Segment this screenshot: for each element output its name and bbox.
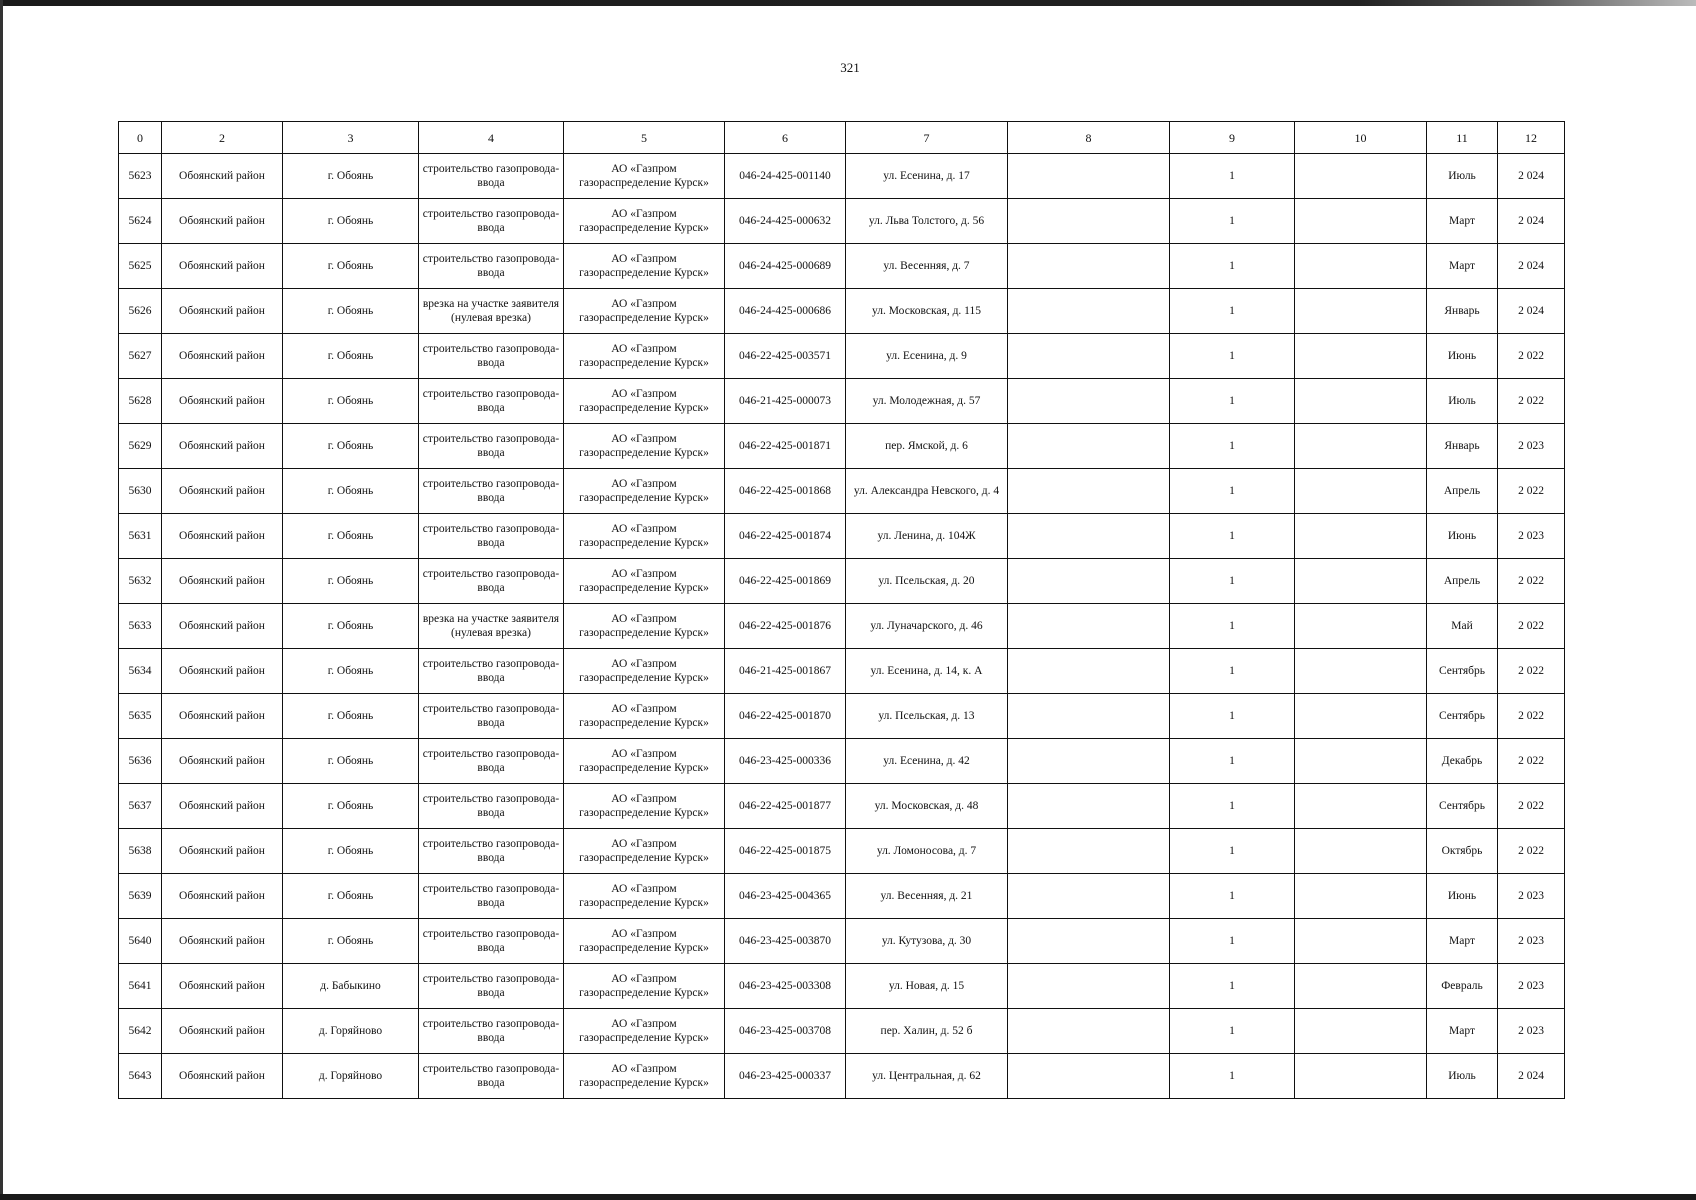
month-cell: Сентябрь xyxy=(1427,784,1498,829)
row-number-cell: 5626 xyxy=(119,289,162,334)
column-header: 4 xyxy=(419,122,564,154)
organization-cell: АО «Газпром газораспределение Курск» xyxy=(564,964,725,1009)
column-10-cell xyxy=(1295,829,1427,874)
table-row xyxy=(119,379,1565,424)
application-code-cell: 046-21-425-001867 xyxy=(725,649,846,694)
address-cell: ул. Есенина, д. 9 xyxy=(846,334,1008,379)
district-cell: Обоянский район xyxy=(162,1009,283,1054)
work-type-cell: строительство газопровода-ввода xyxy=(419,334,564,379)
table-header-row xyxy=(119,122,1565,154)
quantity-cell: 1 xyxy=(1170,244,1295,289)
row-number-cell: 5634 xyxy=(119,649,162,694)
quantity-cell: 1 xyxy=(1170,424,1295,469)
column-10-cell xyxy=(1295,244,1427,289)
table-row xyxy=(119,559,1565,604)
work-type-cell: строительство газопровода-ввода xyxy=(419,964,564,1009)
address-cell: ул. Молодежная, д. 57 xyxy=(846,379,1008,424)
column-8-cell xyxy=(1008,154,1170,199)
table-row xyxy=(119,874,1565,919)
address-cell: ул. Московская, д. 48 xyxy=(846,784,1008,829)
column-8-cell xyxy=(1008,424,1170,469)
month-cell: Март xyxy=(1427,244,1498,289)
district-cell: Обоянский район xyxy=(162,784,283,829)
application-code-cell: 046-22-425-001868 xyxy=(725,469,846,514)
year-cell: 2 022 xyxy=(1498,604,1565,649)
quantity-cell: 1 xyxy=(1170,784,1295,829)
table-row xyxy=(119,784,1565,829)
address-cell: ул. Есенина, д. 17 xyxy=(846,154,1008,199)
year-cell: 2 022 xyxy=(1498,829,1565,874)
organization-cell: АО «Газпром газораспределение Курск» xyxy=(564,1054,725,1099)
organization-cell: АО «Газпром газораспределение Курск» xyxy=(564,469,725,514)
address-cell: ул. Псельская, д. 20 xyxy=(846,559,1008,604)
row-number-cell: 5638 xyxy=(119,829,162,874)
column-10-cell xyxy=(1295,289,1427,334)
column-8-cell xyxy=(1008,829,1170,874)
month-cell: Январь xyxy=(1427,424,1498,469)
table-row xyxy=(119,1054,1565,1099)
settlement-cell: г. Обоянь xyxy=(283,289,419,334)
work-type-cell: строительство газопровода-ввода xyxy=(419,874,564,919)
month-cell: Июнь xyxy=(1427,514,1498,559)
column-10-cell xyxy=(1295,379,1427,424)
organization-cell: АО «Газпром газораспределение Курск» xyxy=(564,694,725,739)
organization-cell: АО «Газпром газораспределение Курск» xyxy=(564,289,725,334)
work-type-cell: строительство газопровода-ввода xyxy=(419,919,564,964)
district-cell: Обоянский район xyxy=(162,694,283,739)
quantity-cell: 1 xyxy=(1170,469,1295,514)
column-header: 10 xyxy=(1295,122,1427,154)
address-cell: ул. Луначарского, д. 46 xyxy=(846,604,1008,649)
row-number-cell: 5635 xyxy=(119,694,162,739)
work-type-cell: строительство газопровода-ввода xyxy=(419,559,564,604)
table-row xyxy=(119,199,1565,244)
year-cell: 2 024 xyxy=(1498,154,1565,199)
quantity-cell: 1 xyxy=(1170,289,1295,334)
column-8-cell xyxy=(1008,1054,1170,1099)
settlement-cell: г. Обоянь xyxy=(283,829,419,874)
settlement-cell: д. Горяйново xyxy=(283,1054,419,1099)
application-code-cell: 046-24-425-000632 xyxy=(725,199,846,244)
row-number-cell: 5625 xyxy=(119,244,162,289)
application-code-cell: 046-22-425-001869 xyxy=(725,559,846,604)
address-cell: ул. Ломоносова, д. 7 xyxy=(846,829,1008,874)
district-cell: Обоянский район xyxy=(162,649,283,694)
work-type-cell: строительство газопровода-ввода xyxy=(419,199,564,244)
quantity-cell: 1 xyxy=(1170,739,1295,784)
column-10-cell xyxy=(1295,604,1427,649)
application-code-cell: 046-23-425-003708 xyxy=(725,1009,846,1054)
work-type-cell: врезка на участке заявителя (нулевая врезка) xyxy=(419,604,564,649)
settlement-cell: г. Обоянь xyxy=(283,784,419,829)
year-cell: 2 024 xyxy=(1498,1054,1565,1099)
quantity-cell: 1 xyxy=(1170,154,1295,199)
application-code-cell: 046-23-425-000336 xyxy=(725,739,846,784)
settlement-cell: г. Обоянь xyxy=(283,424,419,469)
table-row xyxy=(119,334,1565,379)
column-10-cell xyxy=(1295,469,1427,514)
application-code-cell: 046-21-425-000073 xyxy=(725,379,846,424)
work-type-cell: строительство газопровода-ввода xyxy=(419,424,564,469)
month-cell: Март xyxy=(1427,919,1498,964)
work-type-cell: строительство газопровода-ввода xyxy=(419,244,564,289)
settlement-cell: г. Обоянь xyxy=(283,199,419,244)
district-cell: Обоянский район xyxy=(162,154,283,199)
month-cell: Апрель xyxy=(1427,559,1498,604)
district-cell: Обоянский район xyxy=(162,289,283,334)
column-10-cell xyxy=(1295,334,1427,379)
organization-cell: АО «Газпром газораспределение Курск» xyxy=(564,649,725,694)
settlement-cell: г. Обоянь xyxy=(283,379,419,424)
application-code-cell: 046-24-425-001140 xyxy=(725,154,846,199)
row-number-cell: 5641 xyxy=(119,964,162,1009)
year-cell: 2 022 xyxy=(1498,739,1565,784)
organization-cell: АО «Газпром газораспределение Курск» xyxy=(564,244,725,289)
column-header: 12 xyxy=(1498,122,1565,154)
month-cell: Февраль xyxy=(1427,964,1498,1009)
column-8-cell xyxy=(1008,964,1170,1009)
organization-cell: АО «Газпром газораспределение Курск» xyxy=(564,424,725,469)
column-10-cell xyxy=(1295,1009,1427,1054)
address-cell: ул. Есенина, д. 14, к. А xyxy=(846,649,1008,694)
year-cell: 2 023 xyxy=(1498,919,1565,964)
page-number: 321 xyxy=(840,60,860,75)
year-cell: 2 022 xyxy=(1498,559,1565,604)
month-cell: Июнь xyxy=(1427,874,1498,919)
month-cell: Март xyxy=(1427,1009,1498,1054)
application-code-cell: 046-22-425-001876 xyxy=(725,604,846,649)
row-number-cell: 5642 xyxy=(119,1009,162,1054)
quantity-cell: 1 xyxy=(1170,199,1295,244)
address-cell: ул. Весенняя, д. 21 xyxy=(846,874,1008,919)
month-cell: Сентябрь xyxy=(1427,694,1498,739)
address-cell: ул. Кутузова, д. 30 xyxy=(846,919,1008,964)
work-type-cell: строительство газопровода-ввода xyxy=(419,379,564,424)
district-cell: Обоянский район xyxy=(162,469,283,514)
settlement-cell: г. Обоянь xyxy=(283,739,419,784)
address-cell: ул. Псельская, д. 13 xyxy=(846,694,1008,739)
quantity-cell: 1 xyxy=(1170,514,1295,559)
organization-cell: АО «Газпром газораспределение Курск» xyxy=(564,559,725,604)
district-cell: Обоянский район xyxy=(162,514,283,559)
column-10-cell xyxy=(1295,559,1427,604)
address-cell: ул. Есенина, д. 42 xyxy=(846,739,1008,784)
address-cell: ул. Александра Невского, д. 4 xyxy=(846,469,1008,514)
row-number-cell: 5637 xyxy=(119,784,162,829)
row-number-cell: 5643 xyxy=(119,1054,162,1099)
work-type-cell: врезка на участке заявителя (нулевая врезка) xyxy=(419,289,564,334)
district-cell: Обоянский район xyxy=(162,1054,283,1099)
table-row xyxy=(119,694,1565,739)
application-code-cell: 046-23-425-000337 xyxy=(725,1054,846,1099)
column-8-cell xyxy=(1008,334,1170,379)
district-cell: Обоянский район xyxy=(162,604,283,649)
row-number-cell: 5636 xyxy=(119,739,162,784)
year-cell: 2 022 xyxy=(1498,649,1565,694)
settlement-cell: г. Обоянь xyxy=(283,154,419,199)
settlement-cell: г. Обоянь xyxy=(283,514,419,559)
organization-cell: АО «Газпром газораспределение Курск» xyxy=(564,154,725,199)
quantity-cell: 1 xyxy=(1170,559,1295,604)
row-number-cell: 5632 xyxy=(119,559,162,604)
row-number-cell: 5633 xyxy=(119,604,162,649)
district-cell: Обоянский район xyxy=(162,334,283,379)
district-cell: Обоянский район xyxy=(162,919,283,964)
column-8-cell xyxy=(1008,649,1170,694)
quantity-cell: 1 xyxy=(1170,334,1295,379)
organization-cell: АО «Газпром газораспределение Курск» xyxy=(564,379,725,424)
work-type-cell: строительство газопровода-ввода xyxy=(419,739,564,784)
settlement-cell: г. Обоянь xyxy=(283,874,419,919)
year-cell: 2 024 xyxy=(1498,244,1565,289)
year-cell: 2 023 xyxy=(1498,964,1565,1009)
organization-cell: АО «Газпром газораспределение Курск» xyxy=(564,784,725,829)
month-cell: Июль xyxy=(1427,154,1498,199)
year-cell: 2 022 xyxy=(1498,334,1565,379)
month-cell: Январь xyxy=(1427,289,1498,334)
address-cell: ул. Московская, д. 115 xyxy=(846,289,1008,334)
settlement-cell: г. Обоянь xyxy=(283,604,419,649)
address-cell: ул. Новая, д. 15 xyxy=(846,964,1008,1009)
column-10-cell xyxy=(1295,1054,1427,1099)
address-cell: ул. Центральная, д. 62 xyxy=(846,1054,1008,1099)
year-cell: 2 023 xyxy=(1498,874,1565,919)
settlement-cell: г. Обоянь xyxy=(283,559,419,604)
table-row xyxy=(119,469,1565,514)
application-code-cell: 046-23-425-003308 xyxy=(725,964,846,1009)
application-code-cell: 046-22-425-001871 xyxy=(725,424,846,469)
settlement-cell: д. Бабыкино xyxy=(283,964,419,1009)
column-8-cell xyxy=(1008,469,1170,514)
column-8-cell xyxy=(1008,694,1170,739)
column-8-cell xyxy=(1008,1009,1170,1054)
district-cell: Обоянский район xyxy=(162,424,283,469)
scan-edge-top xyxy=(0,0,1696,6)
quantity-cell: 1 xyxy=(1170,694,1295,739)
column-10-cell xyxy=(1295,694,1427,739)
table-row xyxy=(119,154,1565,199)
district-cell: Обоянский район xyxy=(162,199,283,244)
address-cell: пер. Халин, д. 52 б xyxy=(846,1009,1008,1054)
column-8-cell xyxy=(1008,244,1170,289)
row-number-cell: 5630 xyxy=(119,469,162,514)
column-header: 6 xyxy=(725,122,846,154)
column-8-cell xyxy=(1008,199,1170,244)
column-8-cell xyxy=(1008,919,1170,964)
table-row xyxy=(119,829,1565,874)
column-header: 5 xyxy=(564,122,725,154)
district-cell: Обоянский район xyxy=(162,829,283,874)
column-10-cell xyxy=(1295,784,1427,829)
month-cell: Июнь xyxy=(1427,334,1498,379)
quantity-cell: 1 xyxy=(1170,964,1295,1009)
column-8-cell xyxy=(1008,874,1170,919)
work-type-cell: строительство газопровода-ввода xyxy=(419,829,564,874)
work-type-cell: строительство газопровода-ввода xyxy=(419,514,564,559)
column-10-cell xyxy=(1295,514,1427,559)
table-row xyxy=(119,244,1565,289)
year-cell: 2 022 xyxy=(1498,469,1565,514)
organization-cell: АО «Газпром газораспределение Курск» xyxy=(564,829,725,874)
table-row xyxy=(119,424,1565,469)
district-cell: Обоянский район xyxy=(162,874,283,919)
scan-edge-bottom xyxy=(0,1194,1696,1200)
column-header: 7 xyxy=(846,122,1008,154)
quantity-cell: 1 xyxy=(1170,919,1295,964)
quantity-cell: 1 xyxy=(1170,829,1295,874)
table-row xyxy=(119,1009,1565,1054)
column-8-cell xyxy=(1008,784,1170,829)
application-code-cell: 046-24-425-000686 xyxy=(725,289,846,334)
district-cell: Обоянский район xyxy=(162,379,283,424)
settlement-cell: г. Обоянь xyxy=(283,919,419,964)
year-cell: 2 023 xyxy=(1498,514,1565,559)
organization-cell: АО «Газпром газораспределение Курск» xyxy=(564,1009,725,1054)
district-cell: Обоянский район xyxy=(162,244,283,289)
column-10-cell xyxy=(1295,154,1427,199)
row-number-cell: 5639 xyxy=(119,874,162,919)
application-code-cell: 046-22-425-001877 xyxy=(725,784,846,829)
column-header: 11 xyxy=(1427,122,1498,154)
table-body xyxy=(119,154,1565,1099)
month-cell: Июль xyxy=(1427,1054,1498,1099)
organization-cell: АО «Газпром газораспределение Курск» xyxy=(564,919,725,964)
year-cell: 2 022 xyxy=(1498,379,1565,424)
column-header: 2 xyxy=(162,122,283,154)
application-code-cell: 046-22-425-001870 xyxy=(725,694,846,739)
row-number-cell: 5624 xyxy=(119,199,162,244)
column-header: 8 xyxy=(1008,122,1170,154)
column-header: 3 xyxy=(283,122,419,154)
column-10-cell xyxy=(1295,739,1427,784)
application-code-cell: 046-22-425-001875 xyxy=(725,829,846,874)
column-header: 0 xyxy=(119,122,162,154)
column-8-cell xyxy=(1008,559,1170,604)
organization-cell: АО «Газпром газораспределение Курск» xyxy=(564,199,725,244)
table-row xyxy=(119,514,1565,559)
month-cell: Май xyxy=(1427,604,1498,649)
address-cell: ул. Весенняя, д. 7 xyxy=(846,244,1008,289)
quantity-cell: 1 xyxy=(1170,1009,1295,1054)
year-cell: 2 022 xyxy=(1498,694,1565,739)
application-code-cell: 046-23-425-004365 xyxy=(725,874,846,919)
organization-cell: АО «Газпром газораспределение Курск» xyxy=(564,739,725,784)
table-row xyxy=(119,964,1565,1009)
work-type-cell: строительство газопровода-ввода xyxy=(419,469,564,514)
table-row xyxy=(119,919,1565,964)
quantity-cell: 1 xyxy=(1170,649,1295,694)
column-10-cell xyxy=(1295,649,1427,694)
column-8-cell xyxy=(1008,739,1170,784)
application-code-cell: 046-23-425-003870 xyxy=(725,919,846,964)
month-cell: Сентябрь xyxy=(1427,649,1498,694)
column-10-cell xyxy=(1295,919,1427,964)
work-type-cell: строительство газопровода-ввода xyxy=(419,649,564,694)
year-cell: 2 024 xyxy=(1498,289,1565,334)
work-type-cell: строительство газопровода-ввода xyxy=(419,1054,564,1099)
table-row xyxy=(119,649,1565,694)
month-cell: Июль xyxy=(1427,379,1498,424)
district-cell: Обоянский район xyxy=(162,964,283,1009)
settlement-cell: г. Обоянь xyxy=(283,649,419,694)
organization-cell: АО «Газпром газораспределение Курск» xyxy=(564,514,725,559)
work-type-cell: строительство газопровода-ввода xyxy=(419,1009,564,1054)
address-cell: ул. Льва Толстого, д. 56 xyxy=(846,199,1008,244)
column-10-cell xyxy=(1295,964,1427,1009)
month-cell: Март xyxy=(1427,199,1498,244)
column-8-cell xyxy=(1008,289,1170,334)
row-number-cell: 5627 xyxy=(119,334,162,379)
year-cell: 2 023 xyxy=(1498,424,1565,469)
settlement-cell: г. Обоянь xyxy=(283,694,419,739)
quantity-cell: 1 xyxy=(1170,379,1295,424)
table-row xyxy=(119,739,1565,784)
row-number-cell: 5631 xyxy=(119,514,162,559)
column-header: 9 xyxy=(1170,122,1295,154)
column-8-cell xyxy=(1008,604,1170,649)
application-code-cell: 046-24-425-000689 xyxy=(725,244,846,289)
organization-cell: АО «Газпром газораспределение Курск» xyxy=(564,334,725,379)
year-cell: 2 023 xyxy=(1498,1009,1565,1054)
work-type-cell: строительство газопровода-ввода xyxy=(419,784,564,829)
year-cell: 2 024 xyxy=(1498,199,1565,244)
address-cell: пер. Ямской, д. 6 xyxy=(846,424,1008,469)
organization-cell: АО «Газпром газораспределение Курск» xyxy=(564,604,725,649)
month-cell: Декабрь xyxy=(1427,739,1498,784)
column-10-cell xyxy=(1295,874,1427,919)
work-type-cell: строительство газопровода-ввода xyxy=(419,694,564,739)
settlement-cell: г. Обоянь xyxy=(283,244,419,289)
address-cell: ул. Ленина, д. 104Ж xyxy=(846,514,1008,559)
month-cell: Апрель xyxy=(1427,469,1498,514)
scan-edge-left xyxy=(0,0,3,1200)
column-10-cell xyxy=(1295,424,1427,469)
settlement-cell: г. Обоянь xyxy=(283,334,419,379)
column-10-cell xyxy=(1295,199,1427,244)
settlement-cell: г. Обоянь xyxy=(283,469,419,514)
quantity-cell: 1 xyxy=(1170,604,1295,649)
year-cell: 2 022 xyxy=(1498,784,1565,829)
column-8-cell xyxy=(1008,514,1170,559)
table-row xyxy=(119,289,1565,334)
column-8-cell xyxy=(1008,379,1170,424)
application-code-cell: 046-22-425-003571 xyxy=(725,334,846,379)
settlement-cell: д. Горяйново xyxy=(283,1009,419,1054)
quantity-cell: 1 xyxy=(1170,874,1295,919)
work-type-cell: строительство газопровода-ввода xyxy=(419,154,564,199)
month-cell: Октябрь xyxy=(1427,829,1498,874)
quantity-cell: 1 xyxy=(1170,1054,1295,1099)
application-code-cell: 046-22-425-001874 xyxy=(725,514,846,559)
table-row xyxy=(119,604,1565,649)
row-number-cell: 5628 xyxy=(119,379,162,424)
district-cell: Обоянский район xyxy=(162,559,283,604)
row-number-cell: 5629 xyxy=(119,424,162,469)
register-table xyxy=(118,121,1565,1099)
row-number-cell: 5640 xyxy=(119,919,162,964)
row-number-cell: 5623 xyxy=(119,154,162,199)
organization-cell: АО «Газпром газораспределение Курск» xyxy=(564,874,725,919)
district-cell: Обоянский район xyxy=(162,739,283,784)
